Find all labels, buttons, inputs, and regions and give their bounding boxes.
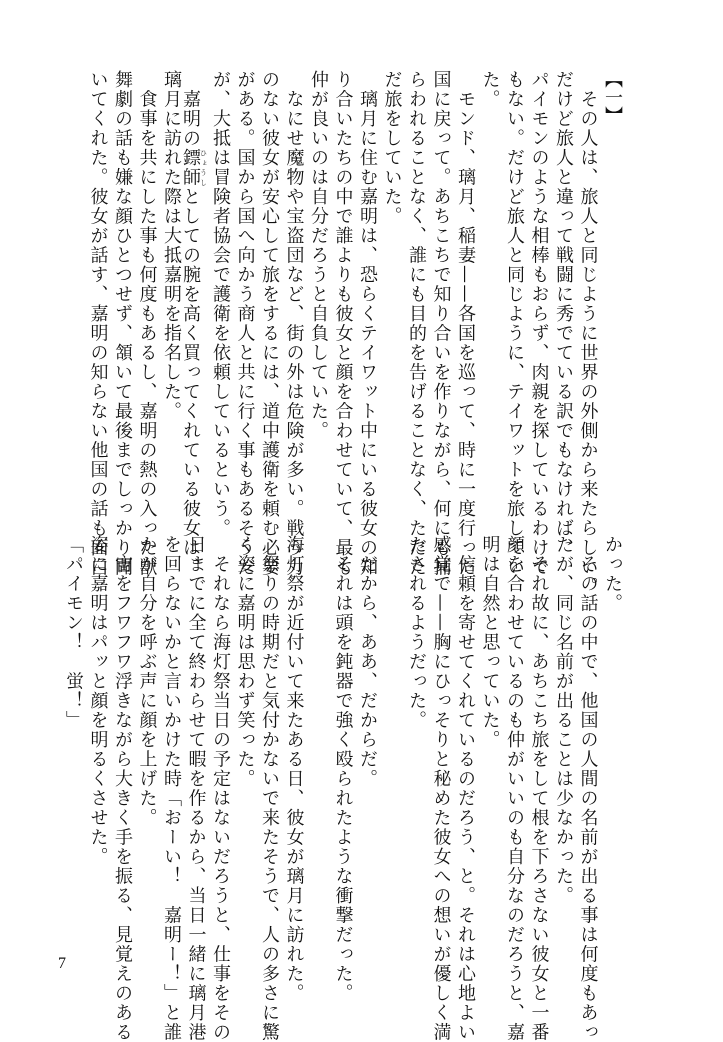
text-line: 「パイモン！ 蛍！」 [63, 535, 84, 730]
text-segment: としての腕を高く買ってくれている彼女は、 [180, 187, 201, 577]
text-line: がある。国から国へ向かう商人と共に行く事もあるそうだ [234, 70, 256, 577]
text-line: 祭りの時期だと気付かないで来たそうで、人の多さに驚 [259, 535, 280, 1042]
text-line: 国に戻って。あちこちで知り合いを作りながら、何にも捕 [430, 70, 452, 577]
text-line: 食事を共にした事も何度もあるし、嘉明の熱の入った獣 [136, 70, 158, 577]
text-line: いてくれた。彼女が話す、嘉明の知らない他国の話も面白 [87, 70, 109, 577]
ruby-reading: ひょうし [199, 148, 208, 187]
text-segment: 嘉明の [180, 70, 201, 148]
text-line: その人は、旅人と同じように世界の外側から来たらしい。 [577, 70, 599, 597]
text-line: 海灯祭が近付いて来たある日、彼女が璃月に訪れた。 [283, 535, 305, 1003]
ruby-word [180, 148, 208, 187]
text-line: パイモンのような相棒もおらず、肉親を探しているわけで [528, 70, 550, 577]
text-line: 日までに全て終わらせて暇を作るから、当日一緒に璃月港 [185, 535, 207, 1042]
text-line: だ旅をしていた。 [381, 70, 403, 226]
text-line: その話の中で、他国の人間の名前が出る事は何度もあっ [577, 535, 599, 1042]
text-line: 璃月に訪れた際は大抵嘉明を指名した。 [161, 70, 182, 421]
page-number: 7 [58, 955, 66, 972]
ruby-base: 鏢師 [180, 148, 201, 187]
text-line: だけど旅人と違って戦闘に秀でている訳でもなければ、 [553, 70, 574, 558]
text-line-with-ruby [180, 70, 208, 577]
text-line: モンド、璃月、稲妻——各国を巡って、時に一度行った [455, 70, 476, 577]
text-line: 仲が良いのは自分だろうと自負していた。 [308, 70, 329, 441]
text-line: それ故に、あちこち旅をして根を下ろさない彼女と一番 [528, 535, 550, 1042]
text-line: く姿に嘉明は思わず笑った。 [234, 535, 256, 789]
chapter-heading: 【一】 [602, 70, 623, 124]
text-line: を回らないかと言いかけた時「おーい！ 嘉明ー！」と誰 [161, 535, 182, 1042]
text-line: 明は自然と思っていた。 [479, 535, 501, 750]
text-line: 顔を合わせているのも仲がいいのも自分なのだろうと、嘉 [504, 535, 525, 1042]
text-line: 宙をフワフワ浮きながら大きく手を振る、見覚えのある [112, 535, 133, 1042]
text-line: らわれることなく、誰にも目的を告げることなく、ただた [406, 70, 427, 577]
blank-line [379, 535, 404, 915]
text-line: 感覚で——胸にひっそりと秘めた彼女への想いが優しく満 [430, 535, 452, 1042]
text-line: それは頭を鈍器で強く殴られたような衝撃だった。 [332, 535, 354, 1003]
text-line: 姿に嘉明はパッと顔を明るくさせた。 [87, 535, 109, 867]
text-line: 信頼を寄せてくれているのだろう、と。それは心地よい [455, 535, 476, 1042]
bottom-text-block [61, 535, 625, 1042]
text-line: り合いたちの中で誰よりも彼女と顔を合わせていて、最も [332, 70, 354, 577]
text-line: もない。だけど旅人と同じように、テイワットを旅してい [504, 70, 525, 577]
blank-line [306, 535, 331, 915]
text-line: 璃月に住む嘉明は、恐らくテイワット中にいる彼女の知 [357, 70, 378, 577]
text-line: のない彼女が安心して旅をするには、道中護衛を頼む必要 [259, 70, 280, 577]
text-line: だから、ああ、だからだ。 [357, 535, 378, 789]
text-line: それなら海灯祭当日の予定はないだろうと、仕事をその [210, 535, 231, 1042]
text-line: が、大抵は冒険者協会で護衛を依頼しているという。 [210, 70, 231, 538]
text-line: 舞劇の話も嫌な顔ひとつせず、頷いて最後までしっかり聞 [112, 70, 133, 577]
text-line: かった。 [602, 535, 623, 613]
text-line: たされるようだった。 [406, 535, 427, 730]
text-line: なにせ魔物や宝盗団など、街の外は危険が多い。戦う力 [283, 70, 305, 577]
text-line: かが自分を呼ぶ声に顔を上げた。 [136, 535, 158, 828]
text-line: た。 [479, 70, 501, 109]
text-line: たが、同じ名前が出ることは少なかった。 [553, 535, 574, 906]
